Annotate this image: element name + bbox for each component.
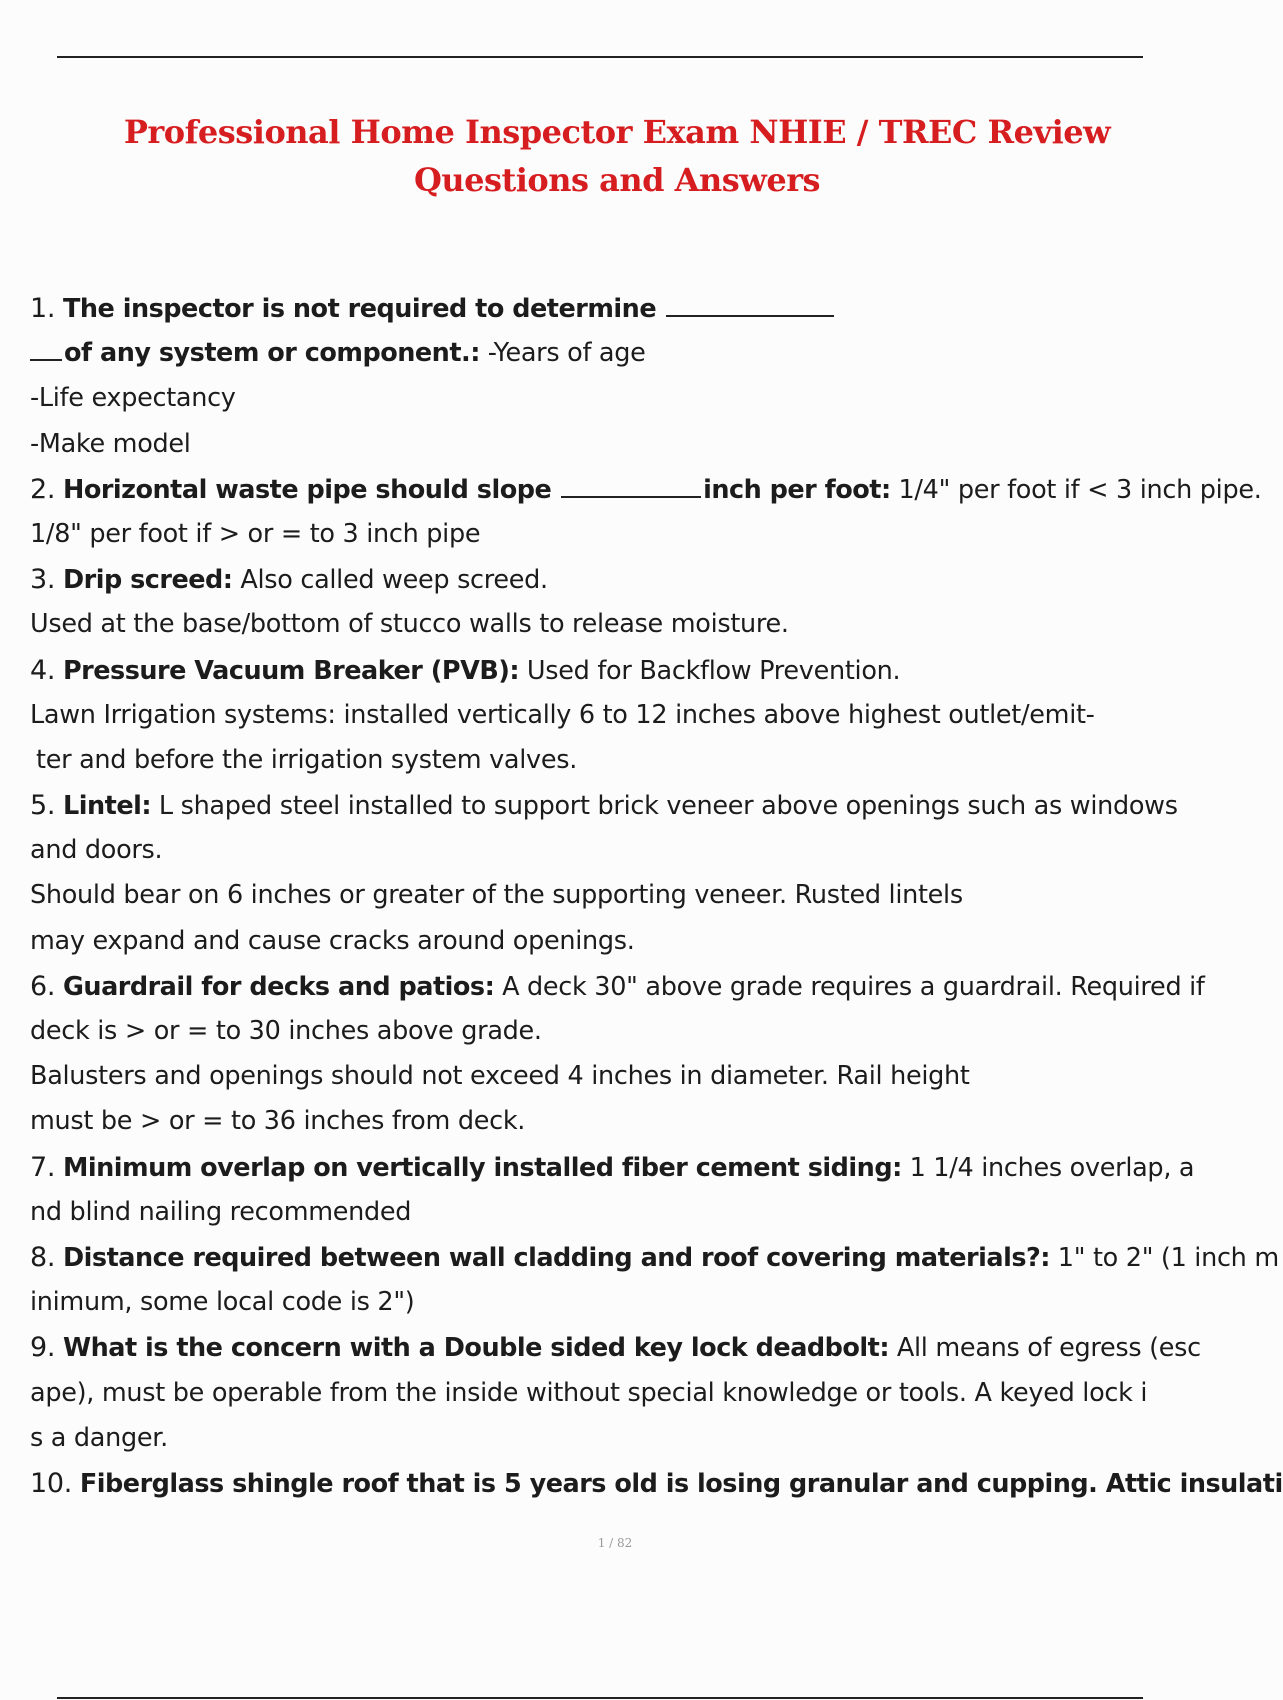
question-text: Lintel:: [62, 791, 152, 822]
qa-line: [30, 648, 1200, 693]
qa-line: [30, 286, 1200, 331]
question-number: 1.: [30, 293, 56, 324]
answer-text: and doors.: [30, 835, 163, 866]
qa-line: [30, 1235, 1279, 1280]
qa-line: [30, 738, 1200, 783]
question-number: 6.: [30, 970, 56, 1002]
answer-blank: [561, 472, 701, 498]
qa-line: [30, 1416, 1200, 1461]
qa-line: [30, 1325, 1200, 1370]
qa-line: [30, 783, 1200, 828]
question-text: Fiberglass shingle roof that is 5 years old is losing granular and cupping. Attic insulati: [79, 1468, 1283, 1499]
top-rule: [57, 56, 1143, 58]
question-text: Distance required between wall cladding and roof covering materials?:: [62, 1242, 1050, 1273]
qa-line: [30, 919, 1200, 964]
answer-text: 1 1/4 inches overlap, a: [901, 1152, 1195, 1183]
qa-line: [30, 422, 1200, 467]
qa-line: [30, 693, 1200, 738]
qa-list: [30, 286, 1283, 1506]
answer-text: All means of egress (esc: [889, 1333, 1201, 1364]
question-number: 7.: [30, 1151, 56, 1183]
qa-line: [30, 1054, 1200, 1099]
answer-text: Used at the base/bottom of stucco walls to release moisture.: [30, 609, 789, 640]
answer-text: A deck 30" above grade requires a guardrail. Required if: [494, 971, 1205, 1002]
question-number: 9.: [30, 1332, 56, 1364]
question-text: Pressure Vacuum Breaker (PVB):: [62, 655, 520, 686]
qa-line: [30, 467, 1262, 512]
answer-text: Should bear on 6 inches or greater of the supporting veneer. Rusted lintels: [30, 880, 963, 911]
bottom-rule: [57, 1697, 1143, 1699]
answer-blank: [30, 335, 62, 361]
answer-text: -Life expectancy: [30, 383, 236, 414]
qa-line: [30, 331, 1200, 376]
question-number: 8.: [30, 1241, 56, 1273]
answer-text: L shaped steel installed to support brick veneer above openings such as windows: [151, 791, 1178, 822]
qa-line: [30, 873, 1200, 918]
qa-line: [30, 828, 1200, 873]
qa-line: [30, 964, 1205, 1009]
question-text: Minimum overlap on vertically installed fiber cement siding:: [62, 1152, 902, 1183]
question-text: What is the concern with a Double sided key lock deadbolt:: [62, 1333, 890, 1364]
question-text: of any system or component.:: [64, 338, 480, 369]
title-line-2: Questions and Answers: [413, 161, 821, 199]
answer-blank: [666, 291, 834, 317]
answer-text: Balusters and openings should not exceed 4 inches in diameter. Rail height: [30, 1061, 970, 1092]
qa-line: [30, 512, 1200, 557]
question-text: Guardrail for decks and patios:: [62, 971, 495, 1002]
qa-line: [30, 376, 1200, 421]
question-number: 3.: [30, 564, 56, 596]
qa-line: [30, 1009, 1200, 1054]
page-indicator: 1 / 82: [597, 1536, 633, 1550]
answer-text: ter and before the irrigation system valves.: [36, 744, 578, 775]
answer-text: -Years of age: [479, 338, 646, 369]
question-number: 4.: [30, 654, 56, 686]
answer-text: 1/8" per foot if > or = to 3 inch pipe: [30, 518, 481, 549]
qa-line: [30, 1145, 1200, 1190]
question-number: 2.: [30, 473, 56, 505]
qa-line: [30, 1371, 1200, 1416]
answer-text: Also called weep screed.: [232, 565, 548, 596]
qa-line: [30, 1099, 1200, 1144]
title-line-1: Professional Home Inspector Exam NHIE / TREC Review: [123, 113, 1111, 151]
answer-text: deck is > or = to 30 inches above grade.: [30, 1016, 542, 1046]
question-text: The inspector is not required to determine: [62, 294, 657, 324]
qa-line: [30, 1461, 1283, 1506]
answer-text: Lawn Irrigation systems: installed vertically 6 to 12 inches above highest outlet/emit-: [30, 699, 1095, 730]
answer-text: nd blind nailing recommended: [30, 1196, 412, 1227]
qa-line: [30, 1190, 1200, 1235]
answer-text: inimum, some local code is 2"): [30, 1287, 415, 1318]
answer-text: must be > or = to 36 inches from deck.: [30, 1106, 526, 1137]
answer-text: 1/4" per foot if < 3 inch pipe.: [890, 474, 1262, 505]
answer-text: ape), must be operable from the inside without special knowledge or tools. A keyed lock i: [30, 1377, 1148, 1408]
question-number: 5.: [30, 790, 56, 822]
question-text: Drip screed:: [62, 565, 233, 596]
answer-text: s a danger.: [30, 1422, 168, 1453]
answer-text: may expand and cause cracks around openings.: [30, 925, 635, 956]
qa-line: [30, 557, 1200, 602]
answer-text: -Make model: [30, 428, 191, 459]
answer-text: Used for Backflow Prevention.: [519, 655, 901, 686]
question-text: Horizontal waste pipe should slope: [62, 474, 552, 505]
question-text: inch per foot:: [703, 474, 891, 505]
qa-line: [30, 602, 1200, 647]
answer-text: 1" to 2" (1 inch m: [1050, 1242, 1279, 1273]
document-title: [100, 108, 1134, 204]
question-number: 10.: [30, 1467, 73, 1499]
qa-line: [30, 1280, 1200, 1325]
